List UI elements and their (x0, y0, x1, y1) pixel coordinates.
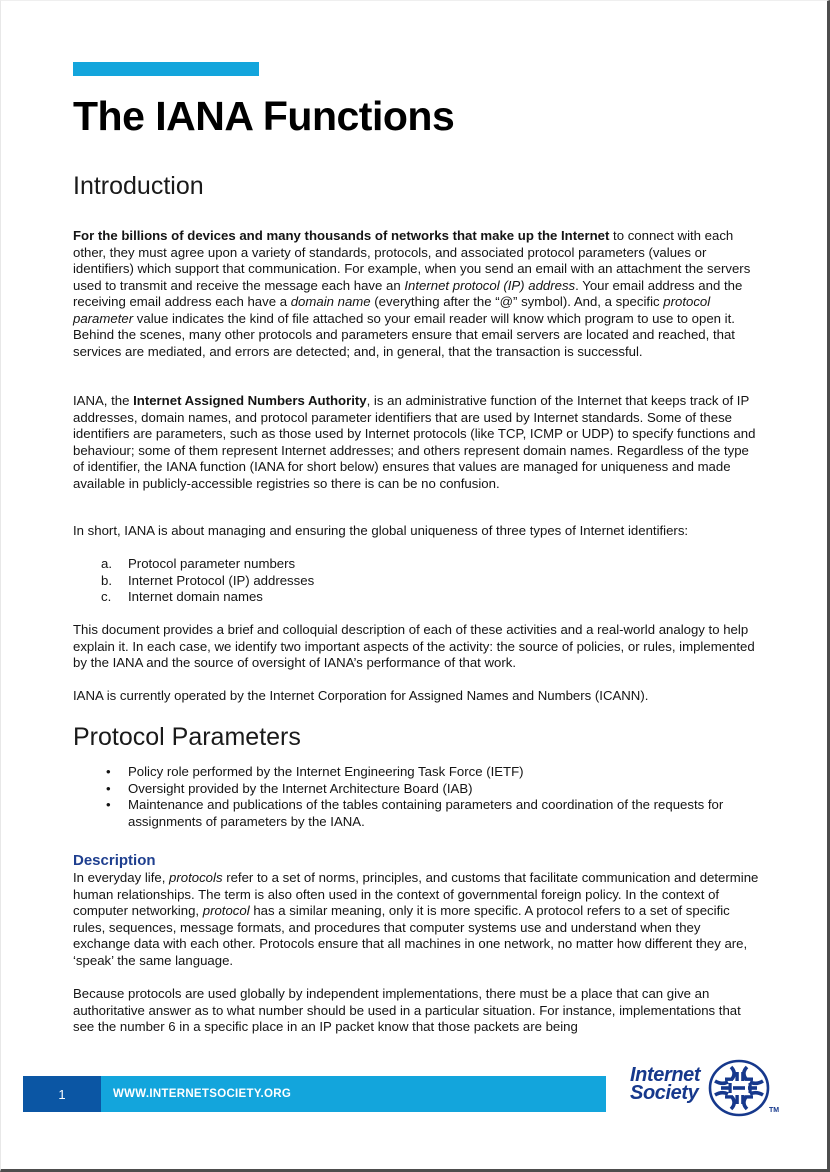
intro-paragraph-1 (73, 228, 759, 360)
intro-p2-bold-1: Internet Assigned Numbers Authority (133, 393, 367, 408)
protocol-parameters-bullets (73, 764, 759, 830)
desc-p1-text-b: has a similar meaning, only it is more specific. A protocol refers to a set of specific rules, sequences, message formats, and procedures that computer systems use and understand when they exchange data with each other. Protocols ensure that all machines in one network, no matter how different they are, ‘speak’ the same language. (73, 903, 748, 968)
page-title: The IANA Functions (73, 93, 455, 139)
identifier-types-list (73, 556, 759, 606)
intro-p2-text: , is an administrative function of the Internet that keeps track of IP addresses, domain names, and protocol parameter identifiers that are used by Internet standards. Some of these identifiers are parameters, such as those used by Internet protocols (like TCP, ICMP or UDP) to specify functions and behaviour; some of them represent Internet addresses; and others represent domain names. Regardless of the type of identifier, the IANA function (IANA for short below) ensures that values are managed for uniqueness and made available in publicly-accessible registries so there is can be no confusion. (73, 393, 756, 491)
intro-p1-text-d: value indicates the kind of file attached so your email reader will know which program to use to open it. Behind the scenes, many other protocols and parameters ensure that email servers are located and reached, that services are mediated, and errors are detected; and, in general, that the transaction is successful. (73, 310, 735, 359)
intro-p2-lead: IANA, the (73, 393, 134, 408)
intro-p1-text-c: (everything after the “@” symbol). And, a specific (370, 294, 664, 309)
intro-paragraph-2 (73, 393, 759, 492)
list-item-label: Internet Protocol (IP) addresses (128, 572, 315, 588)
intro-p1-italic-3: protocol parameter (73, 294, 711, 326)
intro-paragraph-3: In short, IANA is about managing and ensuring the global uniqueness of three types of Internet identifiers: (73, 523, 689, 538)
list-item-label: Protocol parameter numbers (128, 556, 296, 571)
list-item (73, 764, 759, 781)
intro-paragraph-4: This document provides a brief and colloquial description of each of these activities and a real-world analogy to help explain it. In each case, we identify two important aspects of the activity: the source of policies, or rules, implemented by the IANA and the source of oversight of IANA’s performance of that work. (73, 622, 755, 670)
list-item-label: Internet domain names (128, 589, 263, 604)
list-item (73, 556, 759, 573)
footer-bar (23, 1076, 606, 1112)
intro-p1-text-b: . Your email address and the receiving email address each have a (73, 277, 743, 309)
logo-line-1: Internet (630, 1064, 701, 1086)
list-item-label: Maintenance and publications of the tables containing parameters and coordination of the requests for assignments of parameters by the IANA. (128, 797, 724, 829)
list-item (73, 573, 759, 590)
section-heading-protocol-parameters: Protocol Parameters (73, 723, 301, 751)
list-item (73, 589, 759, 606)
desc-p1-lead: In everyday life, (73, 870, 170, 885)
description-paragraph-1 (73, 870, 759, 969)
internet-society-logo (630, 1059, 790, 1123)
bullet-icon: • (106, 780, 111, 796)
list-item-label: Policy role performed by the Internet Engineering Task Force (IETF) (128, 764, 524, 779)
section-heading-introduction: Introduction (73, 172, 204, 200)
section-heading-description: Description (73, 852, 156, 869)
intro-p1-text-a: to connect with each other, they must agree upon a variety of standards, protocols, and associated protocol parameters (values or identifiers) which support that communication. For example, when you send an email with an attachment the servers used to transmit and receive the message each have an (73, 228, 751, 293)
description-paragraph-2: Because protocols are used globally by independent implementations, there must be a place that can give an authoritative answer as to what number should be used in a particular situation. For instance, implementations that see the number 6 in a specific place in an IP packet know that those packets are being (73, 986, 741, 1034)
bullet-icon: • (106, 797, 111, 812)
bullet-icon: • (106, 764, 111, 779)
list-item (73, 797, 759, 830)
desc-p1-text-a: refer to a set of norms, principles, and customs that facilitate communication and determine human relationships. The term is also often used in the context of governmental foreign policy. In the context of computer networking, (73, 870, 759, 918)
globe-icon (708, 1059, 770, 1122)
intro-p1-italic-1: Internet protocol (IP) address (404, 277, 576, 293)
intro-p1-lead-bold: For the billions of devices and many thousands of networks that make up the Internet (73, 228, 610, 243)
list-marker: c. (101, 589, 112, 604)
header-accent-bar (73, 62, 259, 76)
logo-line-2: Society (630, 1082, 699, 1104)
intro-paragraph-5: IANA is currently operated by the Internet Corporation for Assigned Names and Numbers (ICANN). (73, 688, 649, 703)
desc-p1-italic-2: protocol (202, 903, 250, 918)
list-marker: a. (101, 556, 112, 571)
footer-page-number: 1 (23, 1076, 101, 1112)
footer-website-url[interactable]: WWW.INTERNETSOCIETY.ORG (113, 1088, 292, 1100)
intro-p1-italic-2: domain name (290, 294, 371, 309)
desc-p1-italic-1: protocols (169, 870, 223, 885)
list-marker: b. (101, 572, 112, 588)
trademark-symbol: TM (769, 1107, 780, 1114)
list-item-label: Oversight provided by the Internet Architecture Board (IAB) (128, 780, 473, 796)
logo-wordmark (630, 1066, 700, 1102)
list-item (73, 781, 759, 798)
